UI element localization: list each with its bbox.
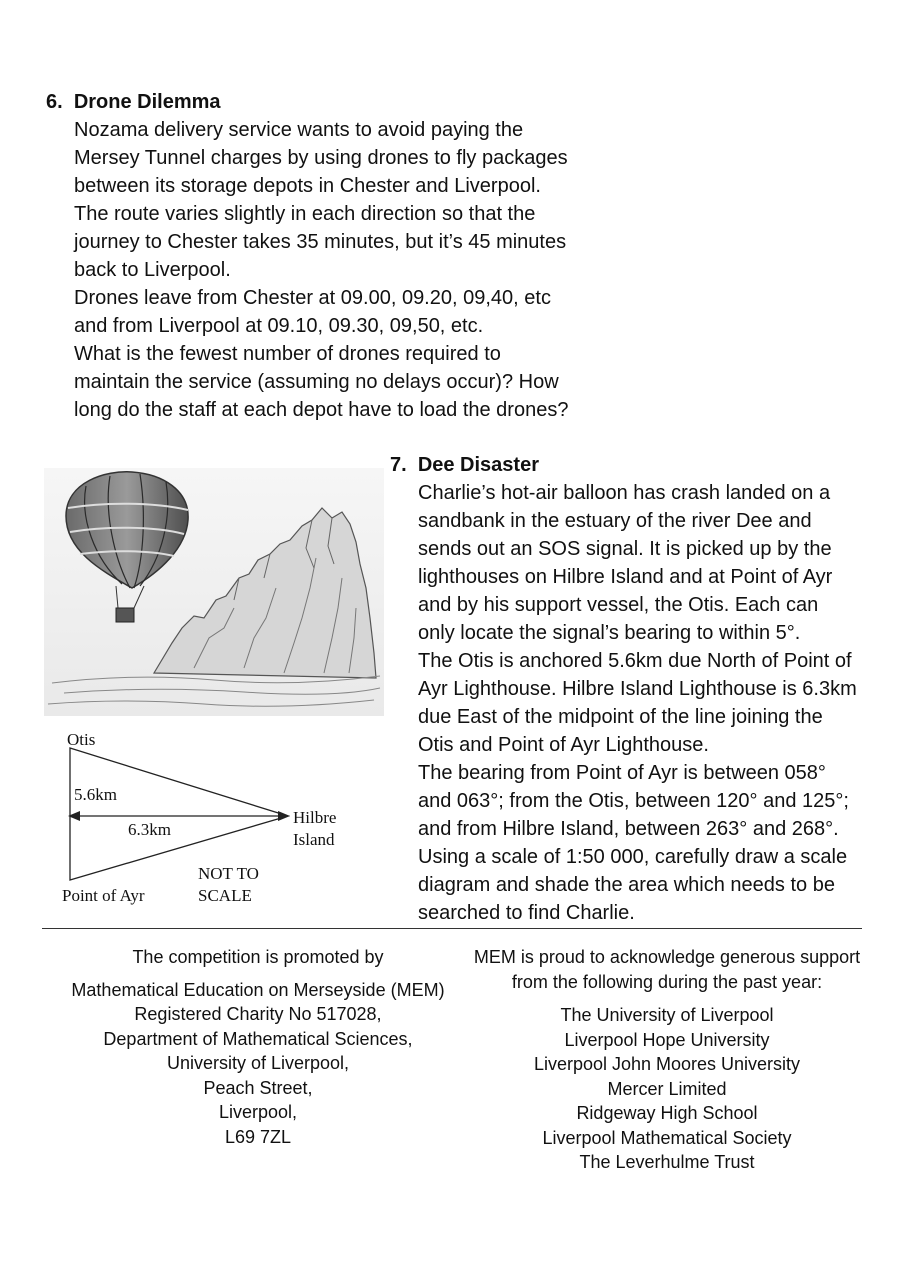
label-island: Island xyxy=(293,830,335,849)
q7-line: only locate the signal’s bearing to within 5°. xyxy=(418,622,801,644)
q6-line: and from Liverpool at 09.10, 09.30, 09,50, etc. xyxy=(74,315,484,337)
sponsor-item: Liverpool John Moores University xyxy=(533,1054,801,1074)
label-hilbre: Hilbre xyxy=(293,808,337,827)
q7-line: Using a scale of 1:50 000, carefully draw a scale xyxy=(418,846,848,868)
q6-number: 6. xyxy=(46,91,63,113)
q6-line: The route varies slightly in each direction so that the xyxy=(74,203,536,225)
sponsor-item: Mercer Limited xyxy=(607,1078,727,1099)
footer-left-line: Peach Street, xyxy=(203,1077,313,1098)
q7-line: Ayr Lighthouse. Hilbre Island Lighthouse is 6.3km xyxy=(418,678,857,700)
footer-sponsors xyxy=(462,945,872,1175)
triangle-outline xyxy=(70,748,288,880)
q7-line: Otis and Point of Ayr Lighthouse. xyxy=(418,734,709,756)
q6-line: between its storage depots in Chester and Liverpool. xyxy=(74,175,541,197)
q7-line: and from Hilbre Island, between 263° and 268°. xyxy=(418,818,839,840)
footer-right-heading: from the following during the past year: xyxy=(511,971,823,992)
q7-heading xyxy=(390,451,539,479)
footer-left-line: University of Liverpool, xyxy=(166,1053,350,1073)
q7-title: Dee Disaster xyxy=(417,454,539,476)
footer-left-heading: The competition is promoted by xyxy=(132,947,384,967)
q7-line: lighthouses on Hilbre Island and at Point of Ayr xyxy=(418,566,833,588)
q7-line: sandbank in the estuary of the river Dee and xyxy=(418,510,812,532)
label-point-of-ayr: Point of Ayr xyxy=(62,886,145,905)
q7-line: diagram and shade the area which needs to be xyxy=(418,874,835,896)
sponsor-item: The University of Liverpool xyxy=(560,1005,774,1025)
q6-title: Drone Dilemma xyxy=(73,91,221,113)
label-scale: SCALE xyxy=(198,886,252,905)
q7-line: and by his support vessel, the Otis. Each can xyxy=(418,594,819,616)
label-not-to: NOT TO xyxy=(198,864,259,883)
arrow-head-right xyxy=(278,811,290,821)
q6-line: maintain the service (assuming no delays occur)? How xyxy=(74,371,559,393)
q7-line: searched to find Charlie. xyxy=(418,902,635,924)
sponsor-item: Liverpool Mathematical Society xyxy=(542,1127,792,1148)
q6-heading xyxy=(46,88,221,116)
balloon-mountain-sketch xyxy=(44,468,384,716)
q6-line: back to Liverpool. xyxy=(74,259,231,281)
q6-line: journey to Chester takes 35 minutes, but it’s 45 minutes xyxy=(74,231,567,253)
label-dist-ew: 6.3km xyxy=(128,820,171,839)
sponsor-item: Liverpool Hope University xyxy=(564,1029,770,1050)
footer-left-line: Liverpool, xyxy=(218,1102,298,1122)
q7-line: Charlie’s hot-air balloon has crash landed on a xyxy=(418,482,831,504)
footer-left-line: Mathematical Education on Merseyside (MEM) xyxy=(71,979,445,1000)
q6-line: Nozama delivery service wants to avoid paying the xyxy=(74,119,524,141)
q7-line: due East of the midpoint of the line joining the xyxy=(418,706,823,728)
q6-line: long do the staff at each depot have to load the drones? xyxy=(74,399,569,421)
q6-line: What is the fewest number of drones required to xyxy=(74,343,501,365)
footer-divider xyxy=(42,928,862,929)
q7-body xyxy=(418,479,857,927)
sponsor-item: Ridgeway High School xyxy=(576,1103,758,1123)
q6-line: Mersey Tunnel charges by using drones to fly packages xyxy=(74,147,568,169)
sponsor-item: The Leverhulme Trust xyxy=(579,1152,755,1172)
q7-line: The bearing from Point of Ayr is between 058° xyxy=(418,762,826,784)
q6-line: Drones leave from Chester at 09.00, 09.20, 09,40, etc xyxy=(74,287,551,309)
footer-left-line: Registered Charity No 517028, xyxy=(134,1004,382,1024)
q7-number: 7. xyxy=(390,454,407,476)
footer-left-line: L69 7ZL xyxy=(224,1126,292,1147)
q6-body xyxy=(74,116,568,424)
footer-left-line: Department of Mathematical Sciences, xyxy=(103,1028,413,1049)
label-dist-ns: 5.6km xyxy=(74,785,117,804)
label-otis: Otis xyxy=(67,730,96,749)
q7-line: sends out an SOS signal. It is picked up by the xyxy=(418,538,832,560)
q7-line: and 063°; from the Otis, between 120° and 125°; xyxy=(418,790,849,812)
q7-line: The Otis is anchored 5.6km due North of Point of xyxy=(418,650,852,672)
footer-right-heading: MEM is proud to acknowledge generous support xyxy=(473,947,861,967)
footer-promoter xyxy=(58,945,458,1149)
